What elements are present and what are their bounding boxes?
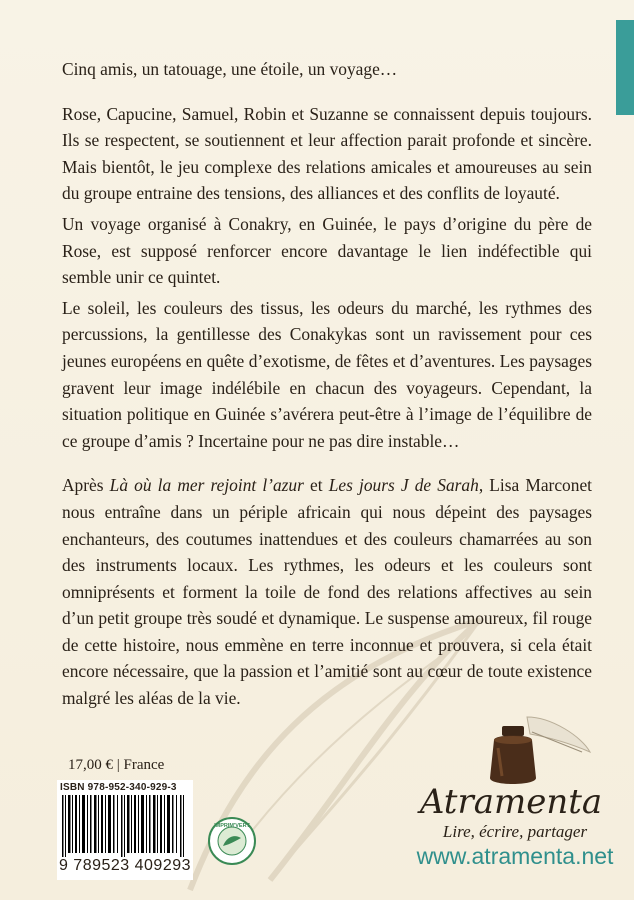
corner-ribbon <box>616 20 634 115</box>
book-title-1: Là où la mer rejoint l’azur <box>109 475 304 496</box>
isbn-label: ISBN 978-952-340-929-3 <box>60 782 177 793</box>
synopsis-paragraph-2: Un voyage organisé à Conakry, en Guinée, le pays d’origine du père de Rose, est supposé renforcer encore davantage le lien indéfectible qui semble unir ce quintet. <box>62 213 592 288</box>
publisher-logo: Atramenta <box>419 782 603 822</box>
synopsis-paragraph-1: Rose, Capucine, Samuel, Robin et Suzanne se connaissent depuis toujours. Ils se respectent, se soutiennent et leur affection parait profonde et sincère. Mais bientôt, le jeu complexe des relations amicales et amoureuses au sein du groupe entraine des tensions, des alliances et des conflits de loyauté. <box>62 103 592 204</box>
author-paragraph-start: Après <box>62 475 110 496</box>
publisher-tagline: Lire, écrire, partager <box>442 822 588 841</box>
author-paragraph <box>62 472 592 711</box>
author-paragraph-mid: et <box>303 475 329 496</box>
synopsis-paragraph-3: Le soleil, les couleurs des tissus, les odeurs du marché, les rythmes des percussions, la gentillesse des Conakykas sont un ravissement pour ces jeunes européens en quête d’exotisme, de fêtes et d’aventures. Les paysages gravent leur image indélébile en chacun des voyageurs. Cependant, la situation politique en Guinée s’avérera peut-être à l’image de l’équilibre de ce groupe d’amis ? Incertaine pour ne pas dire instable… <box>62 297 592 451</box>
ink-bottle-icon <box>472 712 592 792</box>
publisher-website-link[interactable]: www.atramenta.net <box>416 843 614 869</box>
intro-line: Cinq amis, un tatouage, une étoile, un voyage… <box>62 59 398 79</box>
isbn-barcode-block <box>57 780 193 880</box>
eco-badge-icon <box>207 816 257 866</box>
eco-badge-label: IMPRIM'VERT <box>214 823 250 829</box>
isbn-digits: 9 789523 409293 <box>58 857 192 874</box>
book-title-2: Les jours J de Sarah <box>328 475 479 496</box>
barcode-icon <box>60 795 188 857</box>
author-paragraph-rest: , Lisa Marconet nous entraîne dans un périple africain qui nous dépeint des paysages enchanteurs, des coutumes inattendues et des couleurs chamarrées au son des instruments locaux. Les rythmes, les odeurs et les couleurs sont omniprésents et forment la toile de fond des relations affectives au sein d’un petit groupe très soudé et dynamique. Le suspense amoureux, fil rouge de cette histoire, nous emmène en terre inconnue et prouvera, si cela était encore nécessaire, que la passion et l’amitié sont au cœur de toute existence malgré les aléas de la vie. <box>62 475 592 709</box>
back-cover-text <box>62 56 592 712</box>
price-label: 17,00 € | France <box>68 757 165 773</box>
